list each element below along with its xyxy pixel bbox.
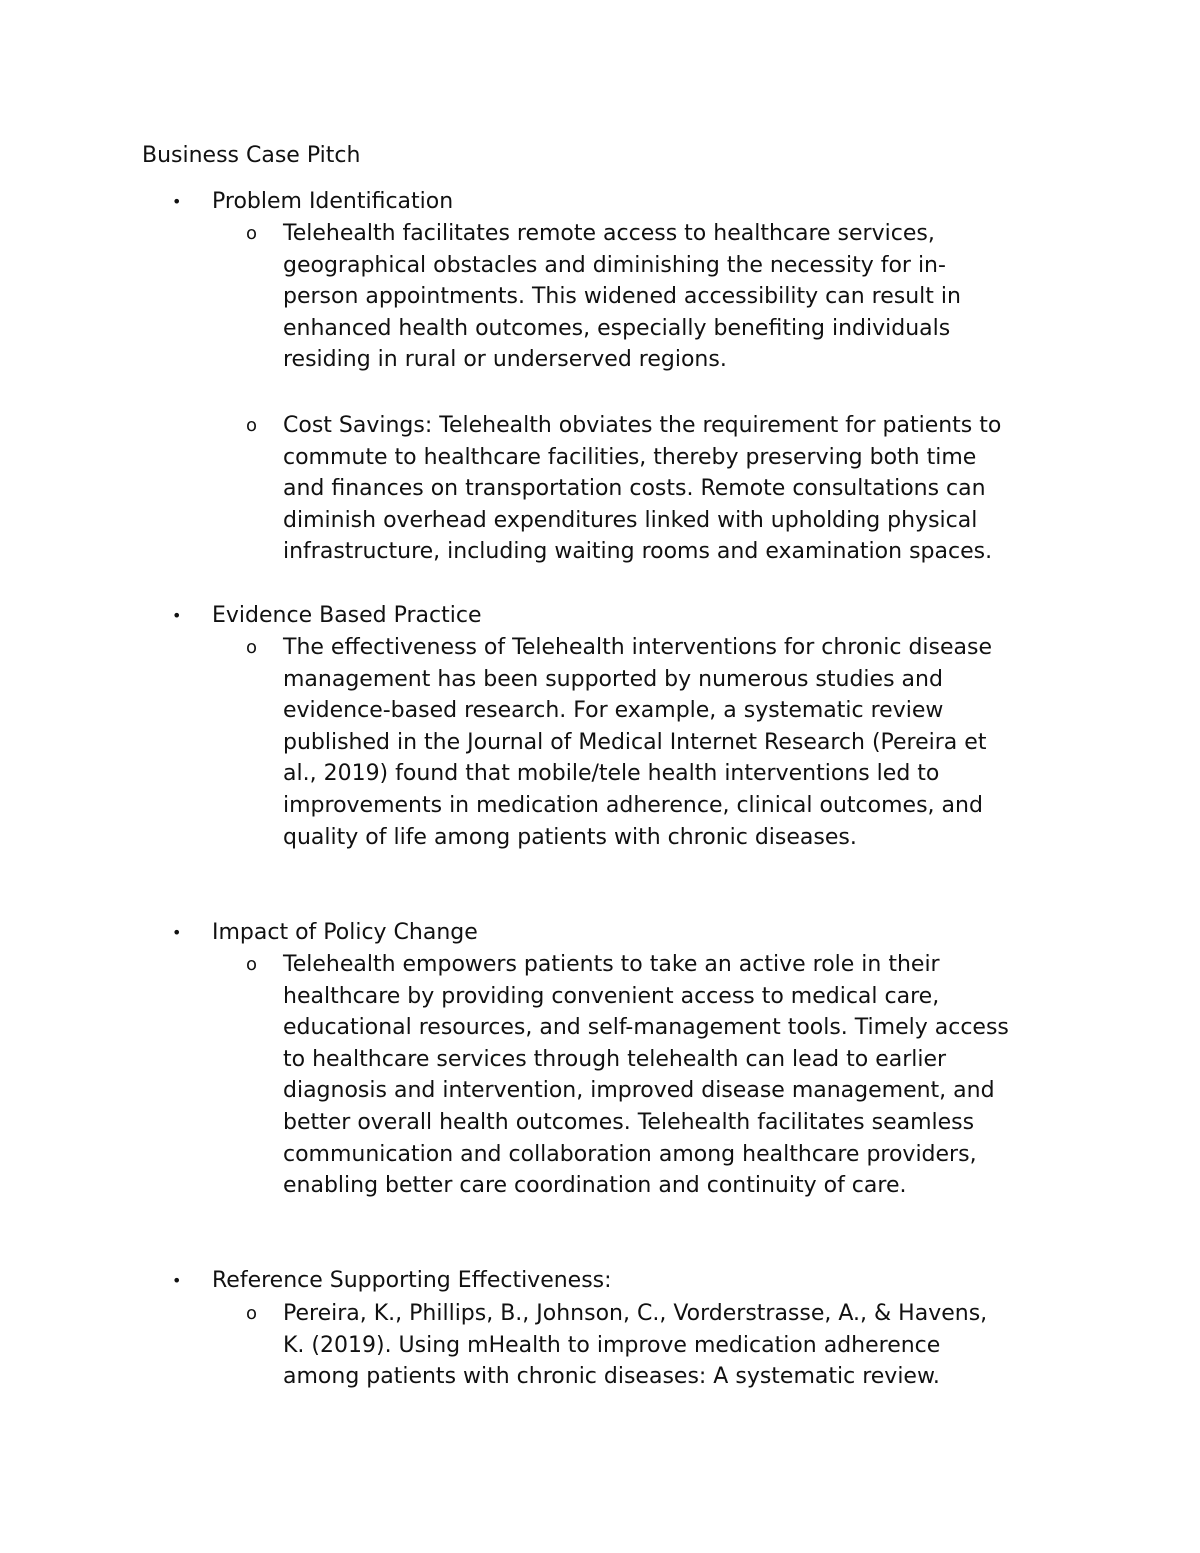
bullet-marker: • [172,192,182,211]
paragraph-telehealth-access [283,218,1073,376]
paragraph-line: management has been supported by numerous studies and [283,666,943,692]
paragraph-line: infrastructure, including waiting rooms and examination spaces. [283,539,993,565]
paragraph-line: commute to healthcare facilities, thereby preserving both time [283,444,977,470]
paragraph-line: educational resources, and self-management tools. Timely access [283,1015,1009,1041]
paragraph-line: to healthcare services through telehealth can lead to earlier [283,1046,947,1072]
section-heading-impact-of-policy-change: Impact of Policy Change [212,920,478,945]
sub-bullet-marker: o [246,223,258,244]
paragraph-evidence [283,632,1073,853]
paragraph-line: healthcare by providing convenient access to medical care, [283,983,940,1009]
paragraph-line: Telehealth facilitates remote access to healthcare services, [283,221,935,246]
bullet-marker: • [172,1271,182,1290]
paragraph-line: enabling better care coordination and continuity of care. [283,1173,907,1199]
paragraph-line: quality of life among patients with chronic diseases. [283,824,857,850]
paragraph-cost-savings [283,410,1073,568]
paragraph-line: evidence-based research. For example, a systematic review [283,698,944,724]
paragraph-line: communication and collaboration among healthcare providers, [283,1141,977,1167]
paragraph-line: Cost Savings: Telehealth obviates the requirement for patients to [283,413,1002,438]
bullet-marker: • [172,923,182,942]
sub-bullet-marker: o [246,954,258,975]
paragraph-line: Pereira, K., Phillips, B., Johnson, C., Vorderstrasse, A., & Havens, [283,1301,988,1326]
paragraph-line: al., 2019) found that mobile/tele health interventions led to [283,761,940,787]
paragraph-line: Telehealth empowers patients to take an active role in their [283,952,940,977]
section-heading-problem-identification: Problem Identification [212,189,454,214]
document-title: Business Case Pitch [142,143,361,168]
paragraph-line: enhanced health outcomes, especially benefiting individuals [283,315,951,341]
paragraph-line: published in the Journal of Medical Internet Research (Pereira et [283,729,987,755]
bullet-marker: • [172,606,182,625]
sub-bullet-marker: o [246,1303,258,1324]
paragraph-line: residing in rural or underserved regions. [283,347,727,373]
paragraph-line: diagnosis and intervention, improved disease management, and [283,1078,995,1104]
paragraph-line: and finances on transportation costs. Remote consultations can [283,476,986,502]
paragraph-line: diminish overhead expenditures linked with upholding physical [283,507,978,533]
paragraph-line: geographical obstacles and diminishing the necessity for in- [283,252,946,278]
paragraph-line: better overall health outcomes. Telehealth facilitates seamless [283,1109,975,1135]
section-heading-evidence-based-practice: Evidence Based Practice [212,603,482,628]
paragraph-policy-impact [283,949,1073,1202]
paragraph-line: K. (2019). Using mHealth to improve medication adherence [283,1332,941,1358]
section-heading-reference: Reference Supporting Effectiveness: [212,1268,612,1293]
paragraph-line: improvements in medication adherence, clinical outcomes, and [283,792,983,818]
paragraph-reference-citation [283,1298,1073,1393]
sub-bullet-marker: o [246,415,258,436]
paragraph-line: among patients with chronic diseases: A systematic review. [283,1364,940,1390]
paragraph-line: person appointments. This widened accessibility can result in [283,284,961,310]
paragraph-line: The effectiveness of Telehealth interventions for chronic disease [283,635,992,660]
sub-bullet-marker: o [246,637,258,658]
